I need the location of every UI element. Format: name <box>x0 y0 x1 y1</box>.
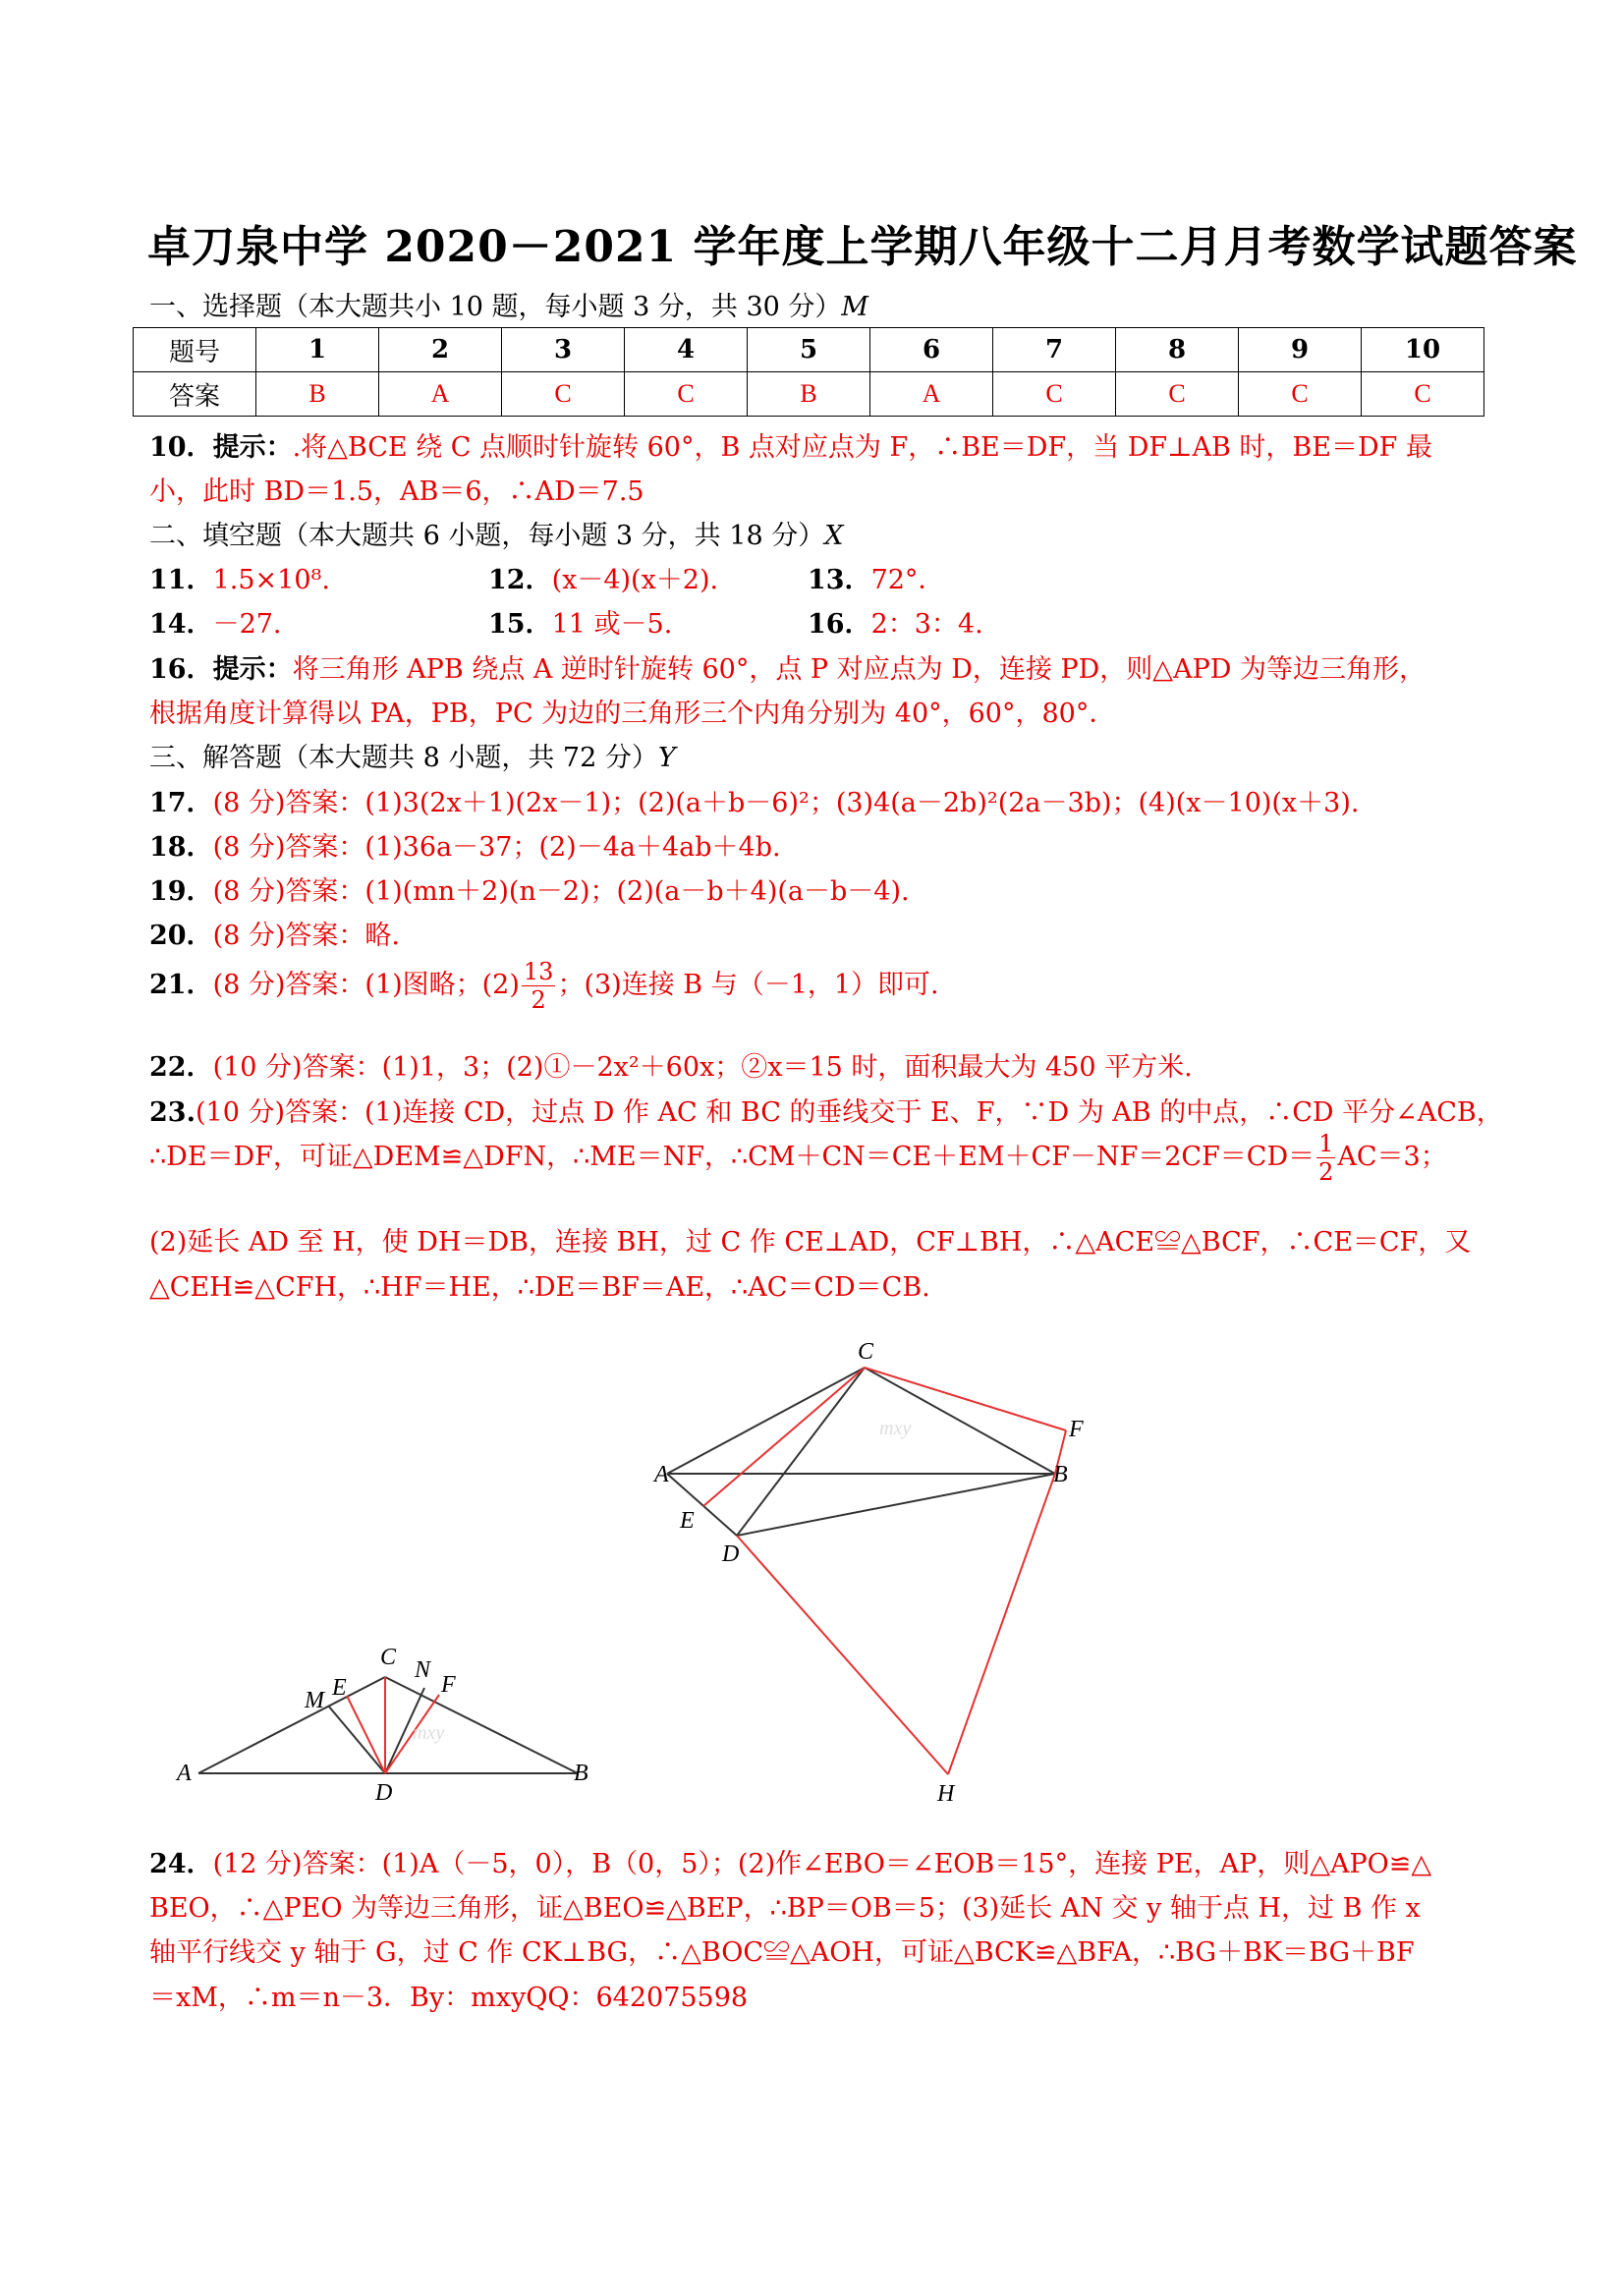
section-choice-heading <box>149 285 868 323</box>
q23-fraction-denominator: 2 <box>1318 1158 1334 1186</box>
fill-number: 16． <box>808 609 871 640</box>
fig2-label-f: F <box>441 1672 456 1698</box>
q22-number: 22． <box>149 1052 213 1083</box>
table-answer-cell: B <box>256 372 379 417</box>
q18 <box>149 825 781 864</box>
table-row1-label: 题号 <box>134 328 256 372</box>
fill-number: 12． <box>488 565 552 595</box>
page-title: 卓刀泉中学 2020－2021 学年度上学期八年级十二月月考数学试题答案 <box>147 222 1578 272</box>
table-number-cell: 8 <box>1116 328 1239 372</box>
fill-answer: 11 或－5. <box>551 609 673 640</box>
q22-answer: (1)1，3；(2)①－2x²＋60x；②x＝15 时，面积最大为 450 平方米. <box>381 1052 1193 1083</box>
fill-item-14 <box>149 602 282 641</box>
q23-fraction-numerator: 1 <box>1318 1130 1334 1157</box>
q19 <box>149 869 910 908</box>
q23-fraction <box>1316 1130 1335 1186</box>
fill-number: 11． <box>149 565 213 595</box>
q23-line1 <box>149 1091 1503 1129</box>
fill-answer: (x－4)(x＋2). <box>551 565 719 595</box>
q21-answer-part1: (1)图略；(2) <box>364 970 520 1000</box>
fig2-label-m: M <box>305 1688 324 1713</box>
section-solve-title: 三、解答题 <box>149 743 282 773</box>
q24-text1: (1)A（－5，0），B（0，5）；(2)作∠EBO＝∠EOB＝15°，连接 PE，AP，则△APO≌△ <box>381 1849 1432 1879</box>
fig1-segment-cd <box>737 1368 865 1536</box>
q21-points: (8 分)答案： <box>212 970 365 1000</box>
section-solve-mark: Y <box>657 743 676 773</box>
fig1-segment-dh <box>737 1536 948 1774</box>
section-fill-note: （本大题共 6 小题，每小题 3 分，共 18 分） <box>282 521 825 551</box>
table-number-cell: 10 <box>1362 328 1484 372</box>
q22 <box>149 1045 1193 1084</box>
hint16-line2: 根据角度计算得以 PA，PB，PC 为边的三角形三个内角分别为 40°，60°，80°． <box>149 699 1116 729</box>
fig1-label-c: C <box>858 1339 874 1365</box>
q17-points: (8 分)答案： <box>212 788 365 818</box>
answer-table-number-row <box>134 328 1484 372</box>
q17 <box>149 781 1359 819</box>
q24-line4: ＝xM，∴m＝n－3．By：mxyQQ：642075598 <box>149 1983 749 2013</box>
hint10-line2: 小，此时 BD＝1.5，AB＝6，∴AD＝7.5 <box>149 476 644 507</box>
q18-points: (8 分)答案： <box>212 832 365 863</box>
fig2-watermark: mxy <box>413 1722 445 1744</box>
fill-answer: 1.5×10⁸. <box>212 565 330 595</box>
fig1-label-d: D <box>722 1541 740 1567</box>
fill-item-13 <box>808 558 944 596</box>
table-answer-cell: B <box>748 372 870 417</box>
q20-points: (8 分)答案： <box>212 921 365 951</box>
table-answer-cell: C <box>1239 372 1362 417</box>
q24-points: (12 分)答案： <box>212 1849 382 1879</box>
table-answer-cell: C <box>993 372 1116 417</box>
fig1-label-b: B <box>1053 1462 1068 1487</box>
fill-number: 14． <box>149 609 213 640</box>
fill-answer: 72°． <box>870 565 945 595</box>
section-fill-heading <box>149 514 843 552</box>
q21-answer-part2: ；(3)连接 B 与（－1，1）即可. <box>557 970 939 1000</box>
section-choice-mark: M <box>841 292 869 322</box>
section-solve-heading <box>149 736 676 774</box>
q17-number: 17． <box>149 788 213 818</box>
q22-points: (10 分)答案： <box>212 1052 382 1083</box>
q21 <box>149 958 939 1014</box>
answer-table-answer-row <box>134 372 1484 417</box>
fill-number: 13． <box>808 565 871 595</box>
q21-number: 21． <box>149 970 213 1000</box>
q23-points: (10 分)答案： <box>195 1097 364 1128</box>
table-number-cell: 7 <box>993 328 1116 372</box>
fill-answer: －27. <box>212 609 282 640</box>
q19-answer: (1)(mn＋2)(n－2)；(2)(a－b＋4)(a－b－4). <box>364 876 910 907</box>
table-number-cell: 5 <box>748 328 870 372</box>
section-choice-title: 一、选择题 <box>149 292 282 322</box>
fig1-label-e: E <box>680 1508 695 1534</box>
q21-fraction <box>522 958 556 1014</box>
q18-number: 18． <box>149 832 213 863</box>
fill-item-15 <box>488 602 672 641</box>
hint16-text1: 将三角形 APB 绕点 A 逆时针旋转 60°，点 P 对应点为 D，连接 PD，则△APD 为等边三角形， <box>292 654 1426 685</box>
fig2-label-n: N <box>415 1657 431 1683</box>
fig1-label-f: F <box>1069 1417 1084 1442</box>
q23-line4: △CEH≌△CFH，∴HF＝HE，∴DE＝BF＝AE，∴AC＝CD＝CB. <box>149 1272 930 1303</box>
q23-text2b: AC＝3； <box>1337 1142 1447 1172</box>
fig2-label-e: E <box>332 1675 347 1701</box>
table-number-cell: 2 <box>379 328 502 372</box>
fig2-label-c: C <box>380 1645 397 1670</box>
fig1-segment-ac <box>667 1368 865 1474</box>
table-number-cell: 4 <box>625 328 748 372</box>
section-solve-note: （本大题共 8 小题，共 72 分） <box>282 743 658 773</box>
fig2-label-b: B <box>574 1761 588 1786</box>
section-choice-note: （本大题共小 10 题，每小题 3 分，共 30 分） <box>282 292 842 322</box>
fill-answer: 2：3：4. <box>870 609 983 640</box>
table-number-cell: 3 <box>502 328 625 372</box>
q18-answer: (1)36a－37；(2)－4a＋4ab＋4b. <box>364 832 781 863</box>
fig2-label-a: A <box>177 1761 192 1786</box>
hint10-line1 <box>149 425 1432 464</box>
q24-line2: BEO，∴△PEO 为等边三角形，证△BEO≌△BEP，∴BP＝OB＝5；(3)延长 AN 交 y 轴于点 H，过 B 作 x <box>149 1893 1421 1924</box>
q23-number: 23. <box>149 1097 196 1128</box>
fill-item-11 <box>149 558 330 596</box>
hint16-label: 16．提示： <box>149 654 293 685</box>
fill-item-16 <box>808 602 983 641</box>
fig1-segment-ce <box>703 1368 865 1506</box>
section-fill-title: 二、填空题 <box>149 521 282 551</box>
fig1-label-h: H <box>937 1781 955 1807</box>
section-fill-mark: X <box>824 521 844 551</box>
table-number-cell: 9 <box>1239 328 1362 372</box>
fill-number: 15． <box>488 609 552 640</box>
q23-line2 <box>149 1130 1447 1186</box>
figure-triangle <box>167 1631 609 1808</box>
q20-number: 20． <box>149 921 213 951</box>
q20-answer: 略. <box>364 921 400 951</box>
q23-text2a: ∴DE＝DF，可证△DEM≌△DFN，∴ME＝NF，∴CM＋CN＝CE＋EM＋CF－NF＝2CF＝CD＝ <box>149 1142 1315 1172</box>
table-answer-cell: C <box>502 372 625 417</box>
fig1-segment-db <box>737 1474 1055 1536</box>
hint10-label: 10．提示： <box>149 432 293 463</box>
fig1-watermark: mxy <box>879 1418 912 1439</box>
q21-fraction-numerator: 13 <box>523 958 554 985</box>
q17-answer: (1)3(2x＋1)(2x－1)；(2)(a＋b－6)²；(3)4(a－2b)²(2a－3b)；(4)(x－10)(x＋3). <box>364 788 1360 818</box>
q19-points: (8 分)答案： <box>212 876 365 907</box>
fig1-segment-bh <box>948 1474 1055 1774</box>
fig2-label-d: D <box>375 1780 393 1806</box>
q24-line3: 轴平行线交 y 轴于 G，过 C 作 CK⊥BG，∴△BOC≌△AOH，可证△BCK≌△BFA，∴BG＋BK＝BG＋BF <box>149 1937 1415 1968</box>
hint10-text1: .将△BCE 绕 C 点顺时针旋转 60°，B 点对应点为 F，∴BE＝DF，当 DF⊥AB 时，BE＝DF 最 <box>292 432 1432 463</box>
table-number-cell: 1 <box>256 328 379 372</box>
fig1-segment-ad <box>667 1474 737 1536</box>
table-answer-cell: A <box>870 372 993 417</box>
figure-quadrilateral <box>629 1326 1140 1808</box>
fill-item-12 <box>488 558 718 596</box>
table-answer-cell: A <box>379 372 502 417</box>
fig2-segment-ac <box>198 1677 385 1773</box>
q23-text1: (1)连接 CD，过点 D 作 AC 和 BC 的垂线交于 E、F，∵D 为 AB 的中点，∴CD 平分∠ACB， <box>364 1097 1503 1128</box>
table-number-cell: 6 <box>870 328 993 372</box>
q20 <box>149 914 400 952</box>
table-answer-cell: C <box>1116 372 1239 417</box>
hint16-line1 <box>149 647 1426 686</box>
table-answer-cell: C <box>1362 372 1484 417</box>
answer-table <box>133 327 1484 417</box>
q24-line1 <box>149 1842 1431 1880</box>
fig1-label-a: A <box>654 1462 669 1487</box>
q23-line3: (2)延长 AD 至 H，使 DH＝DB，连接 BH，过 C 作 CE⊥AD，CF⊥BH，∴△ACE≌△BCF，∴CE＝CF，又 <box>149 1227 1472 1258</box>
q19-number: 19． <box>149 876 213 907</box>
table-answer-cell: C <box>625 372 748 417</box>
table-row2-label: 答案 <box>134 372 256 417</box>
q24-number: 24． <box>149 1849 213 1879</box>
q21-fraction-denominator: 2 <box>531 986 546 1014</box>
